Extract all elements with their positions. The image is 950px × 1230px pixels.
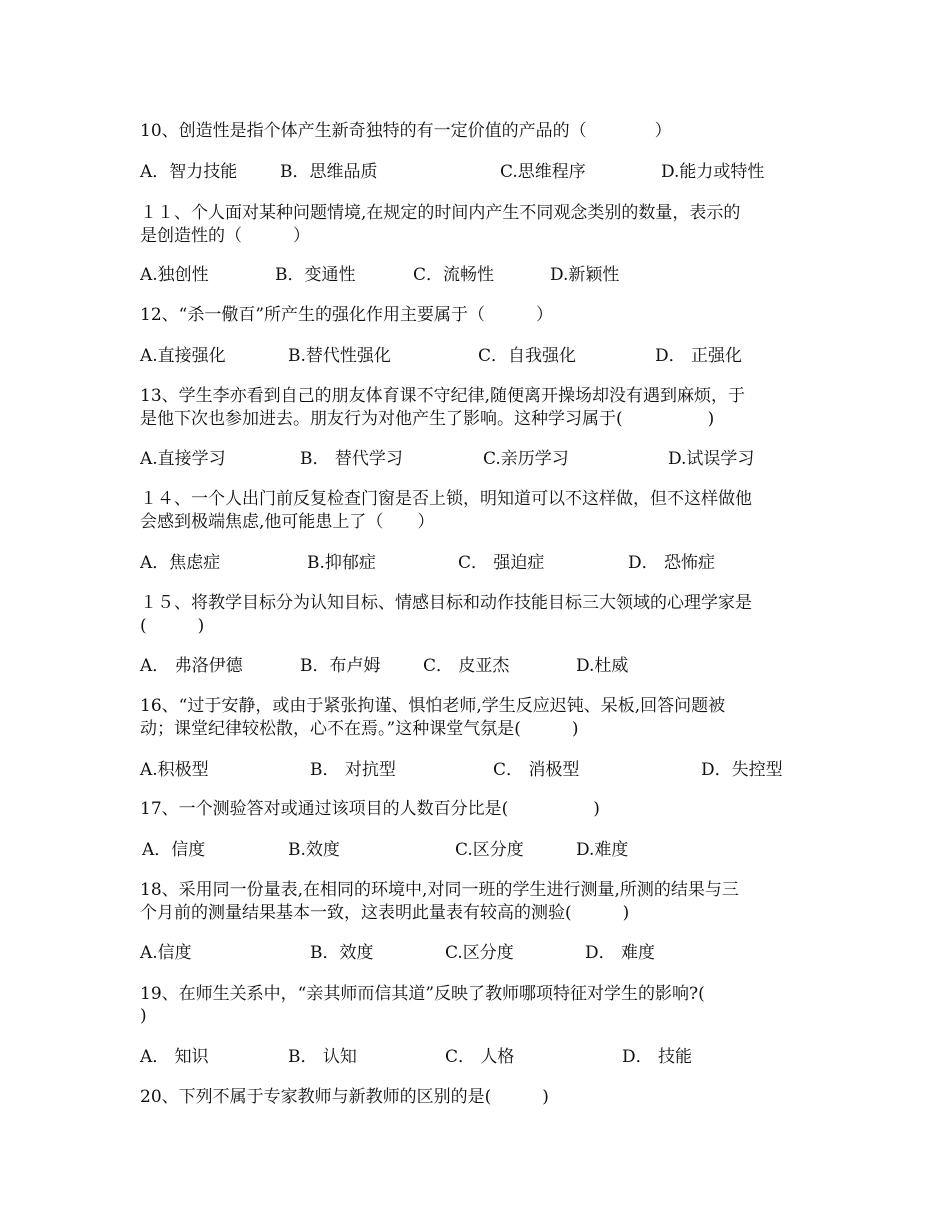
question-19-option-c: C． 人格	[445, 1047, 515, 1067]
question-11-option-c: C．流畅性	[413, 265, 495, 285]
question-18-stem-line-1: 18、采用同一份量表,在相同的环境中,对同一班的学生进行测量,所测的结果与三	[140, 880, 739, 900]
question-12-option-b: B.替代性强化	[288, 346, 391, 366]
question-15-stem-line-1: １５、将教学目标分为认知目标、情感目标和动作技能目标三大领域的心理学家是	[140, 593, 752, 613]
question-16-option-c: C． 消极型	[493, 760, 580, 780]
question-13-option-a: A.直接学习	[140, 449, 226, 469]
question-15-stem-line-2: ( )	[140, 616, 205, 636]
question-17-option-b: B.效度	[288, 840, 340, 860]
question-10-option-a: A．智力技能	[140, 162, 238, 182]
question-19-stem-line-2: )	[140, 1006, 147, 1026]
question-13-option-b: B． 替代学习	[300, 449, 403, 469]
question-14-option-d: D． 恐怖症	[628, 553, 716, 573]
question-11-option-a: A.独创性	[140, 265, 209, 285]
question-14-stem-line-1: １４、一个人出门前反复检查门窗是否上锁，明知道可以不这样做，但不这样做他	[140, 489, 752, 509]
question-12-option-d: D． 正强化	[655, 346, 743, 366]
question-10-option-b: B．思维品质	[280, 162, 378, 182]
question-16-stem-line-1: 16、“过于安静，或由于紧张拘谨、惧怕老师,学生反应迟钝、呆板,回答问题被	[140, 696, 726, 716]
question-14-stem-line-2: 会感到极端焦虑,他可能患上了（ ）	[140, 512, 435, 532]
question-19-option-b: B． 认知	[288, 1047, 357, 1067]
question-19-stem-line-1: 19、在师生关系中，“亲其师而信其道”反映了教师哪项特征对学生的影响?(	[140, 984, 705, 1004]
question-18-option-b: B．效度	[310, 943, 374, 963]
question-13-stem-line-2: 是他下次也参加进去。朋友行为对他产生了影响。这种学习属于( )	[140, 409, 715, 429]
question-18-option-c: C.区分度	[445, 943, 514, 963]
question-11-stem-line-1: １１、个人面对某种问题情境,在规定的时间内产生不同观念类别的数量，表示的	[140, 203, 741, 223]
question-15-option-a: A． 弗洛伊德	[140, 656, 243, 676]
question-18-stem-line-2: 个月前的测量结果基本一致，这表明此量表有较高的测验( )	[140, 903, 630, 923]
document-page	[140, 0, 820, 1230]
question-18-option-a: A.信度	[140, 943, 192, 963]
question-17-option-a: A．信度	[142, 840, 206, 860]
question-20-stem: 20、下列不属于专家教师与新教师的区别的是( )	[140, 1087, 549, 1107]
question-10-option-d: D.能力或特性	[661, 162, 765, 182]
question-11-option-d: D.新颖性	[550, 265, 620, 285]
question-12-option-c: C．自我强化	[478, 346, 577, 366]
question-15-option-b: B．布卢姆	[300, 656, 381, 676]
question-15-option-d: D.杜威	[576, 656, 629, 676]
question-10-stem: 10、创造性是指个体产生新奇独特的有一定价值的产品的（ ）	[140, 121, 672, 141]
question-13-stem-line-1: 13、学生李亦看到自己的朋友体育课不守纪律,随便离开操场却没有遇到麻烦，于	[140, 386, 746, 406]
question-16-stem-line-2: 动；课堂纪律较松散，心不在焉。”这种课堂气氛是( )	[140, 719, 579, 739]
question-13-option-d: D.试误学习	[668, 449, 755, 469]
question-11-stem-line-2: 是创造性的（ ）	[140, 226, 310, 246]
question-18-option-d: D． 难度	[585, 943, 656, 963]
question-17-option-c: C.区分度	[455, 840, 524, 860]
question-14-option-a: A．焦虑症	[140, 553, 221, 573]
question-16-option-a: A.积极型	[140, 760, 209, 780]
question-12-stem: 12、“杀一儆百”所产生的强化作用主要属于（ ）	[140, 305, 554, 325]
question-19-option-a: A． 知识	[140, 1047, 209, 1067]
question-16-option-b: B． 对抗型	[310, 760, 396, 780]
question-19-option-d: D． 技能	[622, 1047, 693, 1067]
question-12-option-a: A.直接强化	[140, 346, 226, 366]
question-17-stem: 17、一个测验答对或通过该项目的人数百分比是( )	[140, 799, 600, 819]
question-14-option-c: C． 强迫症	[458, 553, 545, 573]
question-13-option-c: C.亲历学习	[483, 449, 569, 469]
question-15-option-c: C． 皮亚杰	[423, 656, 510, 676]
question-16-option-d: D．失控型	[701, 760, 783, 780]
question-10-option-c: C.思维程序	[500, 162, 586, 182]
question-11-option-b: B．变通性	[275, 265, 356, 285]
question-17-option-d: D.难度	[576, 840, 629, 860]
question-14-option-b: B.抑郁症	[307, 553, 376, 573]
